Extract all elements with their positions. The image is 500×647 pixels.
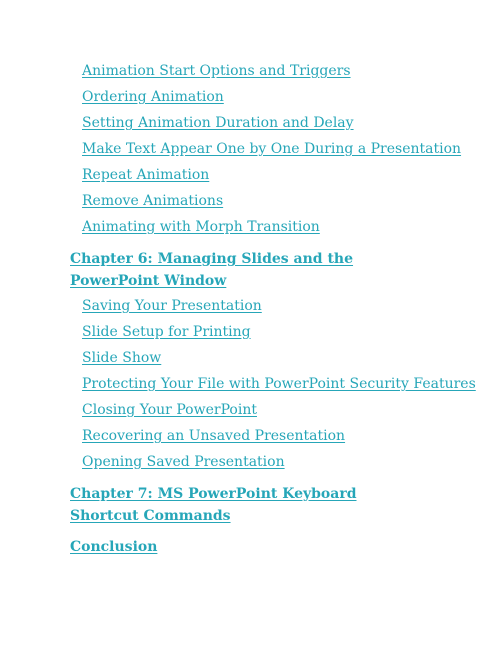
toc-item[interactable] [82, 453, 285, 471]
toc-link-repeat-animation[interactable]: Repeat Animation [82, 167, 210, 183]
toc-link-ordering-animation[interactable]: Ordering Animation [82, 89, 224, 105]
toc-link-remove-animations[interactable]: Remove Animations [82, 193, 224, 209]
toc-item[interactable] [82, 140, 461, 158]
toc-link-morph-transition[interactable]: Animating with Morph Transition [82, 219, 320, 235]
toc-chapter[interactable] [70, 483, 410, 527]
toc-item[interactable] [82, 297, 262, 315]
toc-chapter[interactable] [70, 536, 410, 558]
toc-link-slide-show[interactable]: Slide Show [82, 350, 162, 366]
toc-link-recovering-unsaved[interactable]: Recovering an Unsaved Presentation [82, 428, 346, 444]
toc-link-slide-setup-printing[interactable]: Slide Setup for Printing [82, 324, 251, 340]
toc-item[interactable] [82, 323, 251, 341]
toc-item[interactable] [82, 192, 223, 210]
toc-link-conclusion[interactable]: Conclusion [70, 539, 158, 555]
toc-link-text-appear-one-by-one[interactable]: Make Text Appear One by One During a Presentation [82, 141, 462, 157]
toc-item[interactable] [82, 401, 257, 419]
toc-item[interactable] [82, 114, 354, 132]
toc-link-animation-duration-delay[interactable]: Setting Animation Duration and Delay [82, 115, 354, 131]
toc-item[interactable] [82, 427, 345, 445]
toc-link-chapter-6[interactable]: Chapter 6: Managing Slides and the PowerPoint Window [70, 251, 354, 289]
toc-item[interactable] [82, 218, 320, 236]
toc-item[interactable] [82, 88, 224, 106]
toc-item[interactable] [82, 166, 209, 184]
toc-link-animation-start-options[interactable]: Animation Start Options and Triggers [82, 63, 351, 79]
toc-item[interactable] [82, 62, 351, 80]
toc-item[interactable] [82, 349, 161, 367]
toc-link-opening-saved[interactable]: Opening Saved Presentation [82, 454, 285, 470]
toc-chapter[interactable] [70, 248, 410, 292]
toc-item[interactable] [82, 375, 476, 393]
toc-link-chapter-7[interactable]: Chapter 7: MS PowerPoint Keyboard Shortcut Commands [70, 486, 357, 524]
toc-link-closing-powerpoint[interactable]: Closing Your PowerPoint [82, 402, 257, 418]
toc-link-saving-presentation[interactable]: Saving Your Presentation [82, 298, 262, 314]
toc-link-protecting-file[interactable]: Protecting Your File with PowerPoint Security Features [82, 376, 476, 392]
